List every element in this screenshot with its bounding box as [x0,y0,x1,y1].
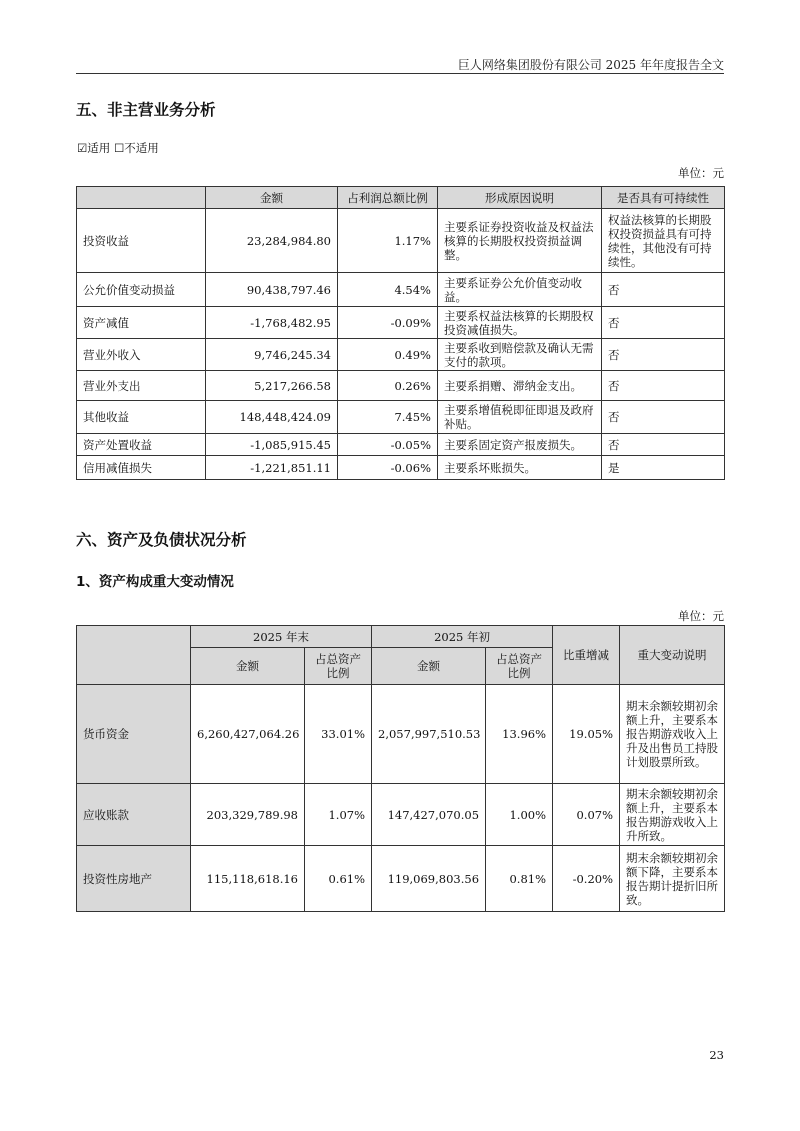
sustain-cell: 权益法核算的长期股权投资损益具有可持续性，其他没有可持续性。 [602,209,725,273]
section6-title: 六、资产及负债状况分析 [76,531,247,549]
amount-cell: 5,217,266.58 [206,371,338,401]
end-ratio-cell: 33.01% [305,685,372,784]
table-row [77,273,725,307]
amount-cell: 23,284,984.80 [206,209,338,273]
end-amount-cell: 115,118,618.16 [191,846,305,912]
row-label: 营业外支出 [77,371,206,401]
section5-title: 五、非主营业务分析 [76,101,216,119]
header-cell-ratio: 占总资产比例 [305,648,372,685]
header-cell [77,187,206,209]
reason-cell: 主要系捐赠、滞纳金支出。 [438,371,602,401]
row-label: 资产处置收益 [77,434,206,456]
begin-amount-cell: 119,069,803.56 [372,846,486,912]
table-row [77,307,725,339]
sustain-cell: 是 [602,456,725,480]
end-ratio-cell: 0.61% [305,846,372,912]
row-label: 资产减值 [77,307,206,339]
reason-cell: 主要系证券公允价值变动收益。 [438,273,602,307]
reason-cell: 主要系权益法核算的长期股权投资减值损失。 [438,307,602,339]
sustain-cell: 否 [602,371,725,401]
non-operating-table [76,186,725,480]
report-header-title: 巨人网络集团股份有限公司 2025 年年度报告全文 [457,58,724,72]
reason-cell: 主要系坏账损失。 [438,456,602,480]
row-label: 投资收益 [77,209,206,273]
ratio-cell: -0.06% [338,456,438,480]
begin-ratio-cell: 0.81% [486,846,553,912]
row-label: 应收账款 [77,784,191,846]
amount-cell: -1,768,482.95 [206,307,338,339]
ratio-cell: 7.45% [338,401,438,434]
desc-cell: 期末余额较期初余额上升，主要系本报告期游戏收入上升所致。 [620,784,725,846]
reason-cell: 主要系固定资产报废损失。 [438,434,602,456]
header-cell-amount: 金额 [191,648,305,685]
sustain-cell: 否 [602,273,725,307]
header-cell: 形成原因说明 [438,187,602,209]
amount-cell: -1,085,915.45 [206,434,338,456]
amount-cell: 9,746,245.34 [206,339,338,371]
end-ratio-cell: 1.07% [305,784,372,846]
ratio-cell: -0.05% [338,434,438,456]
section5-unit: 单位：元 [678,166,724,180]
row-label: 其他收益 [77,401,206,434]
ratio-cell: 0.26% [338,371,438,401]
begin-ratio-cell: 13.96% [486,685,553,784]
table-row [77,685,725,784]
header-cell-ratio: 占总资产比例 [486,648,553,685]
begin-ratio-cell: 1.00% [486,784,553,846]
desc-cell: 期末余额较期初余额上升，主要系本报告期游戏收入上升及出售员工持股计划股票所致。 [620,685,725,784]
table-row [77,434,725,456]
begin-amount-cell: 147,427,070.05 [372,784,486,846]
table-row [77,371,725,401]
change-cell: 0.07% [553,784,620,846]
change-cell: -0.20% [553,846,620,912]
row-label: 营业外收入 [77,339,206,371]
header-cell-blank [77,626,191,685]
asset-composition-table [76,625,725,912]
sustain-cell: 否 [602,401,725,434]
sustain-cell: 否 [602,307,725,339]
reason-cell: 主要系增值税即征即退及政府补贴。 [438,401,602,434]
section6-unit: 单位：元 [678,609,724,623]
end-amount-cell: 203,329,789.98 [191,784,305,846]
reason-cell: 主要系证券投资收益及权益法核算的长期股权投资损益调整。 [438,209,602,273]
section6-subtitle: 1、资产构成重大变动情况 [76,574,234,590]
row-label: 货币资金 [77,685,191,784]
reason-cell: 主要系收到赔偿款及确认无需支付的款项。 [438,339,602,371]
header-cell: 占利润总额比例 [338,187,438,209]
sustain-cell: 否 [602,339,725,371]
row-label: 信用减值损失 [77,456,206,480]
page-number: 23 [709,1048,724,1062]
row-label: 公允价值变动损益 [77,273,206,307]
table-row [77,784,725,846]
applicability-checkbox-row: ☑适用 ☐不适用 [77,141,159,155]
header-divider [76,73,724,74]
ratio-cell: -0.09% [338,307,438,339]
ratio-cell: 0.49% [338,339,438,371]
table-row [77,401,725,434]
ratio-cell: 4.54% [338,273,438,307]
row-label: 投资性房地产 [77,846,191,912]
change-cell: 19.05% [553,685,620,784]
header-cell: 金额 [206,187,338,209]
begin-amount-cell: 2,057,997,510.53 [372,685,486,784]
desc-cell: 期末余额较期初余额下降，主要系本报告期计提折旧所致。 [620,846,725,912]
ratio-cell: 1.17% [338,209,438,273]
amount-cell: 90,438,797.46 [206,273,338,307]
end-amount-cell: 6,260,427,064.26 [191,685,305,784]
header-cell-change: 比重增减 [553,626,620,685]
header-cell-year-end: 2025 年末 [191,626,372,648]
table-row [77,846,725,912]
table-header-row [77,626,725,648]
header-cell-desc: 重大变动说明 [620,626,725,685]
header-cell: 是否具有可持续性 [602,187,725,209]
table-header-row [77,187,725,209]
table-row [77,209,725,273]
amount-cell: -1,221,851.11 [206,456,338,480]
header-cell-amount: 金额 [372,648,486,685]
amount-cell: 148,448,424.09 [206,401,338,434]
table-row [77,456,725,480]
sustain-cell: 否 [602,434,725,456]
table-row [77,339,725,371]
header-cell-year-begin: 2025 年初 [372,626,553,648]
